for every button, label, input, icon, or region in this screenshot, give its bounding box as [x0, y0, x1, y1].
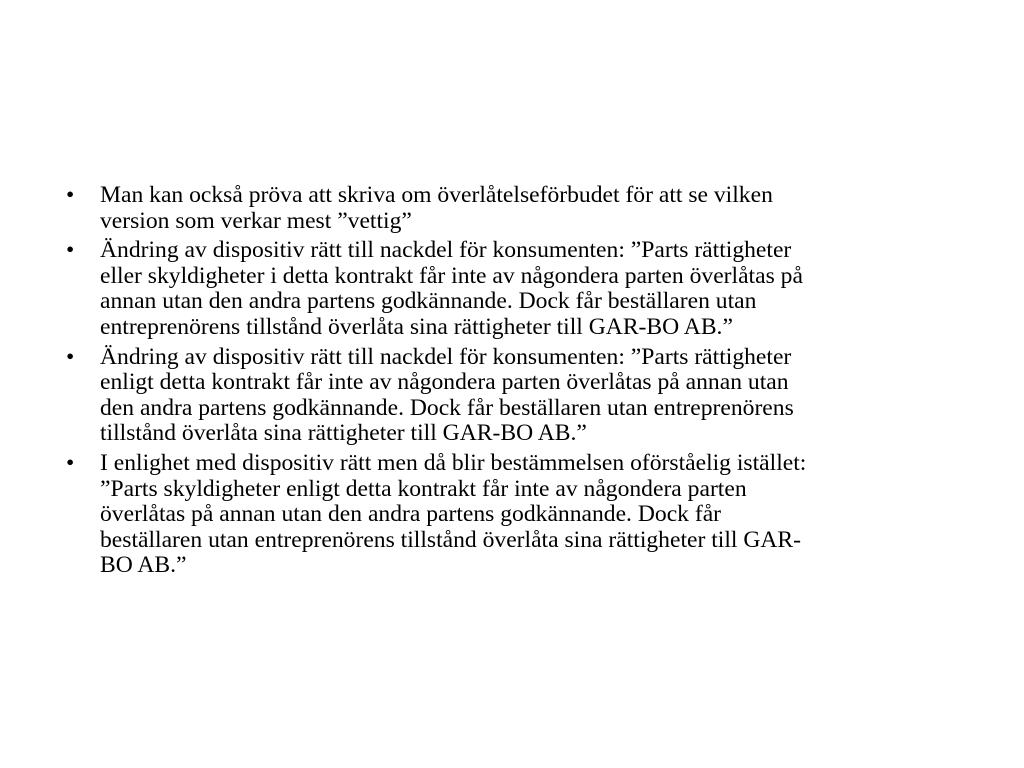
bullet-icon: •: [66, 182, 75, 208]
bullet-line: I enlighet med dispositiv rätt men då blir bestämmelsen oförståelig istället:: [100, 449, 807, 476]
bullet-line: enligt detta kontrakt får inte av någondera parten överlåtas på annan utan: [100, 369, 789, 396]
bullet-line: Ändring av dispositiv rätt till nackdel för konsumenten: ”Parts rättigheter: [100, 343, 792, 370]
bullet-line: entreprenörens tillstånd överlåta sina rättigheter till GAR-BO AB.”: [100, 313, 733, 340]
bullet-line: tillstånd överlåta sina rättigheter till GAR-BO AB.”: [100, 420, 587, 447]
bullet-icon: •: [66, 449, 75, 476]
bullet-line: den andra partens godkännande. Dock får beställaren utan entreprenörens: [100, 394, 794, 421]
bullet-item: [60, 183, 960, 234]
bullet-line: överlåtas på annan utan den andra partens godkännande. Dock får: [100, 501, 722, 528]
bullet-line: beställaren utan entreprenörens tillstånd överlåta sina rättigheter till GAR-: [100, 526, 802, 553]
bullet-icon: •: [66, 343, 75, 370]
bullet-list: [60, 183, 960, 583]
bullet-line: version som verkar mest ”vettig”: [100, 207, 412, 234]
bullet-line: BO AB.”: [100, 552, 187, 579]
bullet-line: Ändring av dispositiv rätt till nackdel för konsumenten: ”Parts rättigheter: [100, 237, 792, 264]
bullet-item: [60, 345, 960, 447]
bullet-line: annan utan den andra partens godkännande. Dock får beställaren utan: [100, 288, 757, 315]
bullet-line: Man kan också pröva att skriva om överlåtelseförbudet för att se vilken: [100, 182, 773, 208]
bullet-line: ”Parts skyldigheter enligt detta kontrakt får inte av någondera parten: [100, 475, 747, 502]
bullet-line: eller skyldigheter i detta kontrakt får inte av någondera parten överlåtas på: [100, 262, 803, 289]
bullet-item: [60, 451, 960, 579]
bullet-icon: •: [66, 237, 75, 264]
bullet-item: [60, 238, 960, 340]
